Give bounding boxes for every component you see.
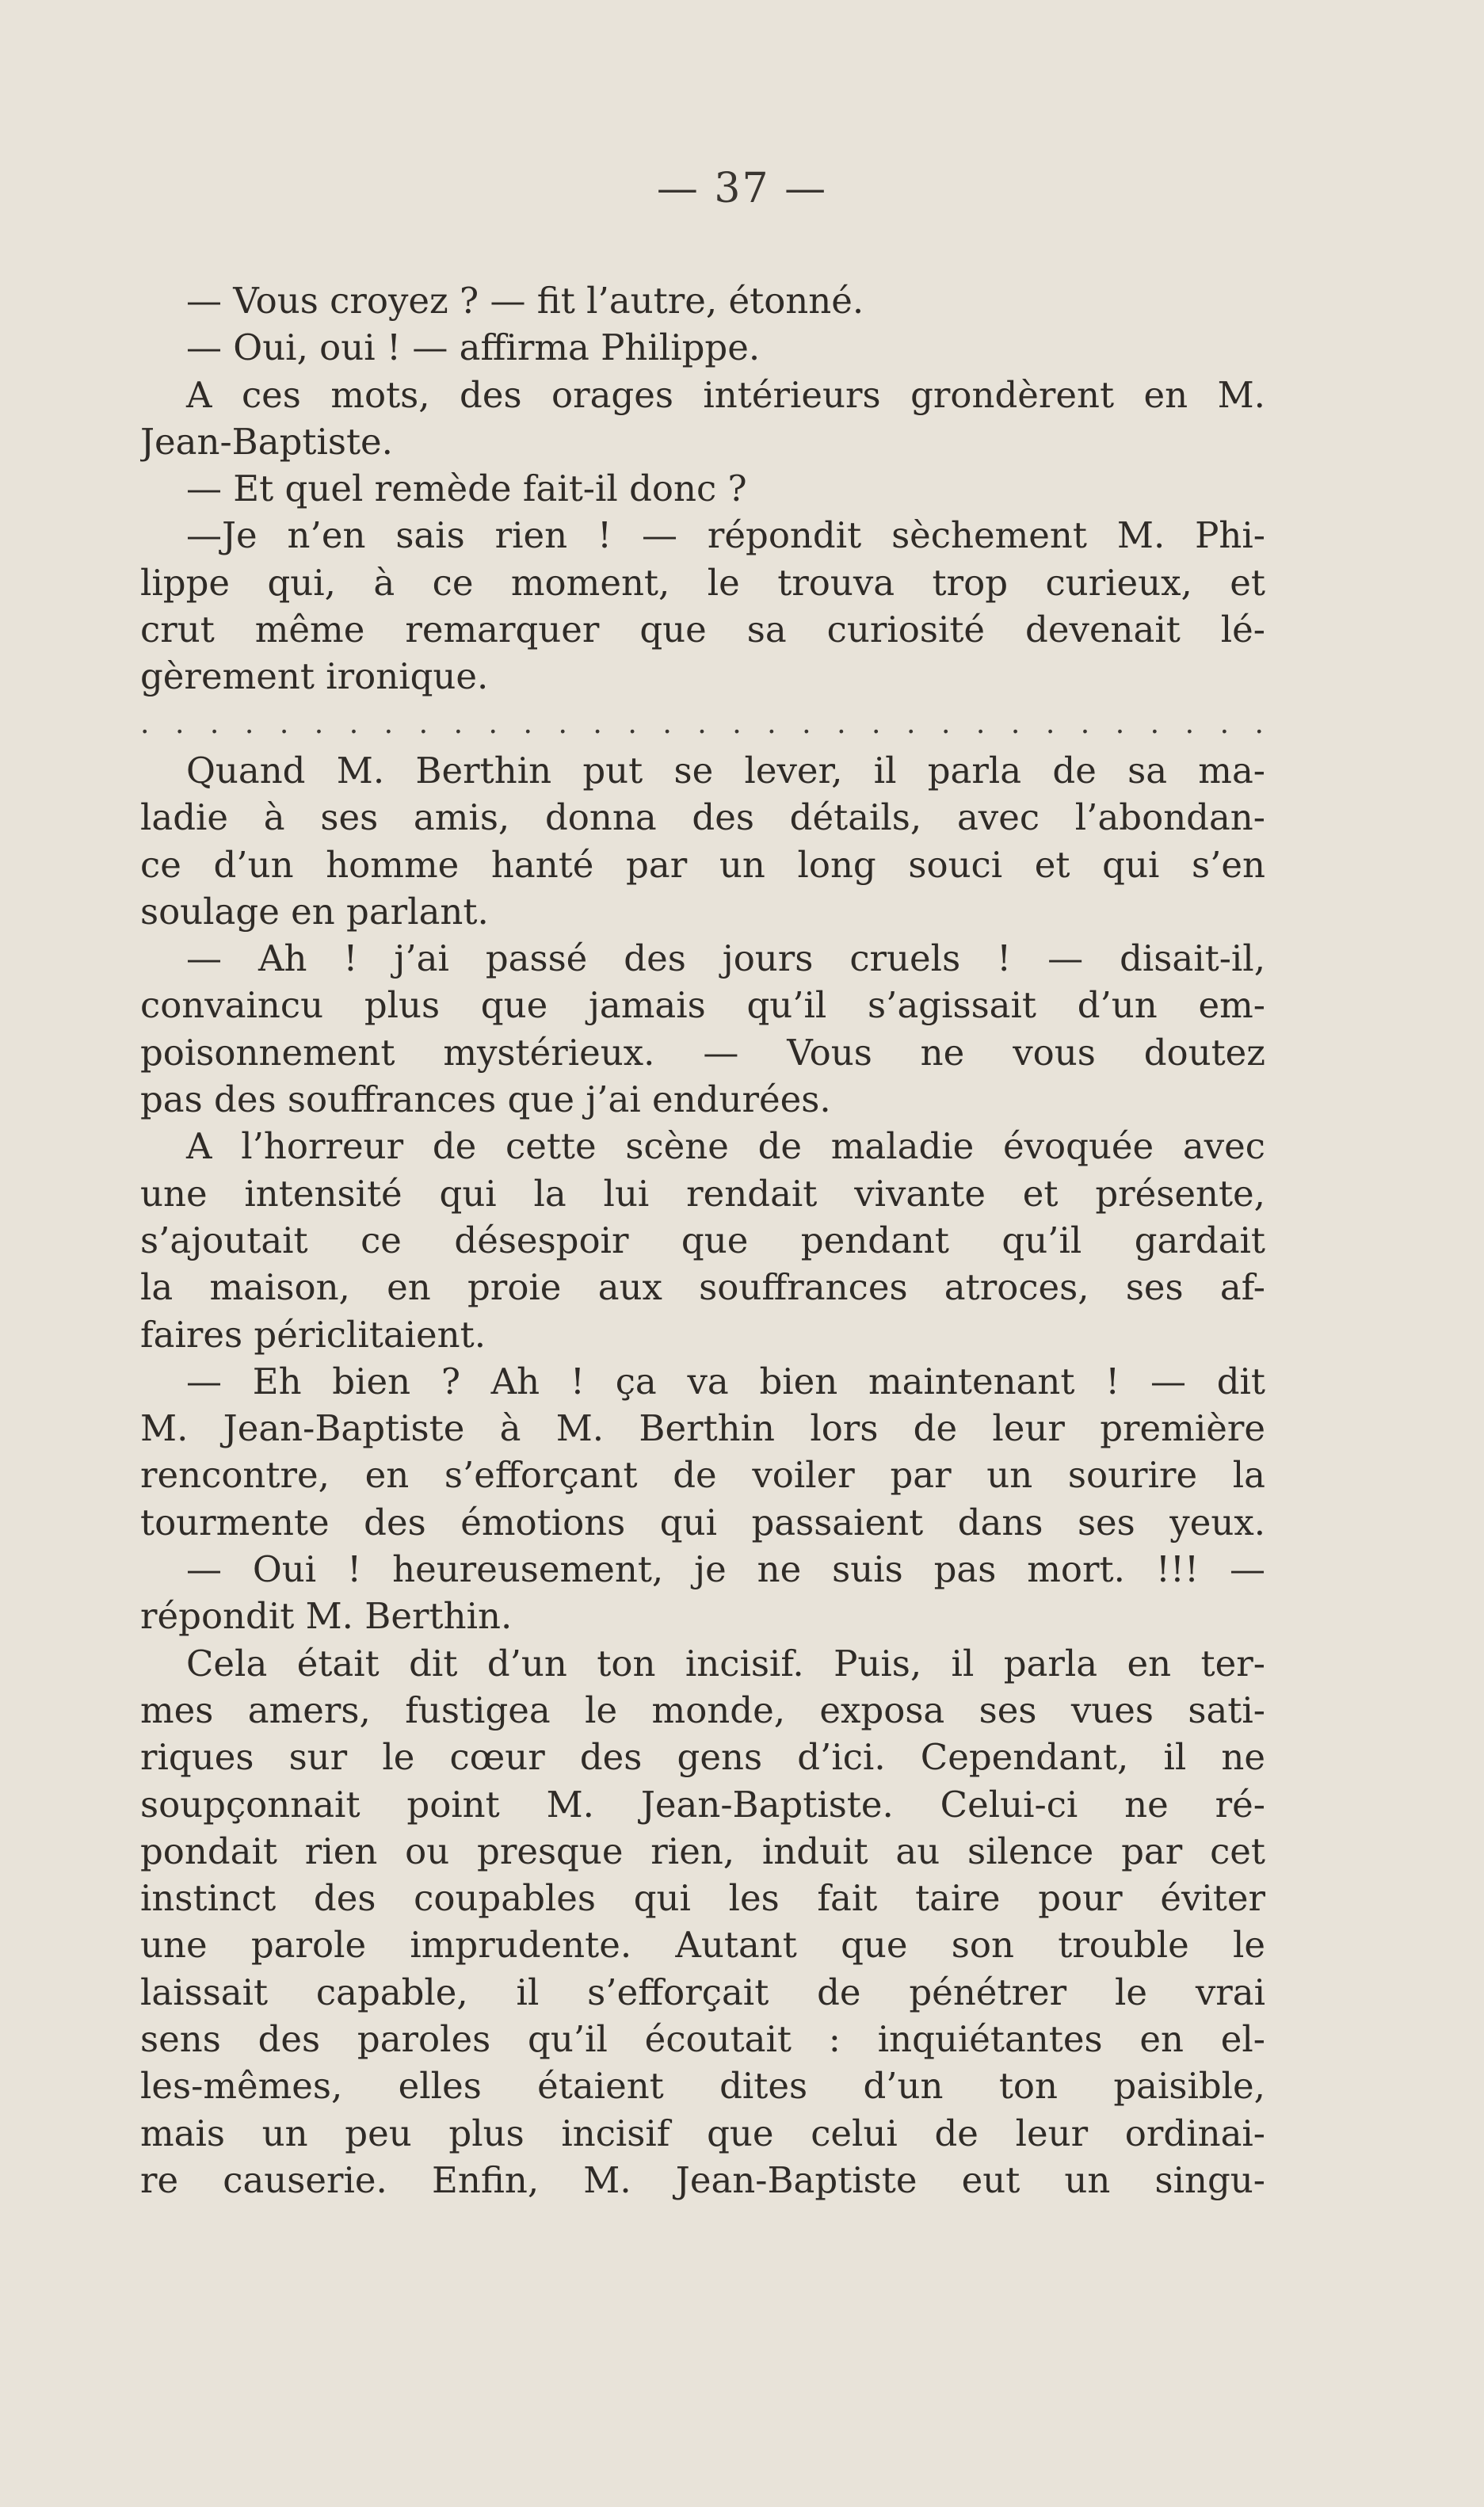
text-line: tourmente des émotions qui passaient dans ses yeux. <box>140 1501 1265 1544</box>
text-line: ladie à ses amis, donna des détails, avec l’abondan- <box>140 796 1265 839</box>
text-line: Jean-Baptiste. <box>140 420 393 463</box>
text-line: les-mêmes, elles étaient dites d’un ton paisible, <box>140 2065 1265 2108</box>
text-line: pas des souffrances que j’ai endurées. <box>140 1078 831 1121</box>
text-line: — Oui, oui ! — affirma Philippe. <box>186 326 761 369</box>
text-line: . . . . . . . . . . . . . . . . . . . . . . . . . . . . . . . . . <box>140 707 1265 740</box>
text-line: mais un peu plus incisif que celui de leur ordinai- <box>140 2112 1265 2154</box>
text-line: riques sur le cœur des gens d’ici. Cependant, il ne <box>140 1736 1265 1779</box>
text-line: — Ah ! j’ai passé des jours cruels ! — disait-il, <box>186 937 1265 980</box>
text-line: convaincu plus que jamais qu’il s’agissait d’un em- <box>140 984 1265 1027</box>
text-line: M. Jean-Baptiste à M. Berthin lors de leur première <box>140 1407 1265 1450</box>
text-line: laissait capable, il s’efforçait de pénétrer le vrai <box>140 1971 1265 2013</box>
text-line: pondait rien ou presque rien, induit au silence par cet <box>140 1830 1265 1872</box>
text-line: gèrement ironique. <box>140 655 489 698</box>
text-line: faires périclitaient. <box>140 1313 486 1356</box>
text-line: Quand M. Berthin put se lever, il parla de sa ma- <box>186 749 1265 792</box>
text-line: rencontre, en s’efforçant de voiler par un sourire la <box>140 1454 1265 1497</box>
text-line: une intensité qui la lui rendait vivante et présente, <box>140 1172 1265 1215</box>
text-line: soulage en parlant. <box>140 890 489 933</box>
text-line: Cela était dit d’un ton incisif. Puis, il parla en ter- <box>186 1642 1265 1685</box>
text-line: instinct des coupables qui les fait taire pour éviter <box>140 1877 1265 1920</box>
text-line: —Je n’en sais rien ! — répondit sèchement M. Phi- <box>186 514 1265 557</box>
text-line: la maison, en proie aux souffrances atroces, ses af- <box>140 1266 1265 1309</box>
page-number: — 37 — <box>656 165 828 212</box>
text-line: A l’horreur de cette scène de maladie évoquée avec <box>186 1125 1265 1168</box>
text-line: re causerie. Enfin, M. Jean-Baptiste eut un singu- <box>140 2158 1265 2201</box>
text-line: une parole imprudente. Autant que son trouble le <box>140 1924 1265 1967</box>
text-line: — Eh bien ? Ah ! ça va bien maintenant ! — dit <box>186 1360 1265 1402</box>
text-line: ce d’un homme hanté par un long souci et qui s’en <box>140 843 1265 886</box>
text-line: soupçonnait point M. Jean-Baptiste. Celui-ci ne ré- <box>140 1783 1265 1826</box>
text-line: — Vous croyez ? — fit l’autre, étonné. <box>186 280 864 322</box>
text-line: lippe qui, à ce moment, le trouva trop curieux, et <box>140 561 1265 604</box>
text-line: poisonnement mystérieux. — Vous ne vous doutez <box>140 1031 1265 1074</box>
text-line: — Oui ! heureusement, je ne suis pas mort. !!! — <box>186 1548 1265 1591</box>
text-line: s’ajoutait ce désespoir que pendant qu’il gardait <box>140 1219 1265 1261</box>
text-line: mes amers, fustigea le monde, exposa ses vues sati- <box>140 1689 1265 1731</box>
text-line: crut même remarquer que sa curiosité devenait lé- <box>140 609 1265 651</box>
text-line: — Et quel remède fait-il donc ? <box>186 467 747 510</box>
text-line: A ces mots, des orages intérieurs grondèrent en M. <box>186 373 1265 416</box>
body-text <box>140 277 1265 2204</box>
text-line: sens des paroles qu’il écoutait : inquiétantes en el- <box>140 2017 1265 2060</box>
text-line: répondit M. Berthin. <box>140 1595 513 1638</box>
